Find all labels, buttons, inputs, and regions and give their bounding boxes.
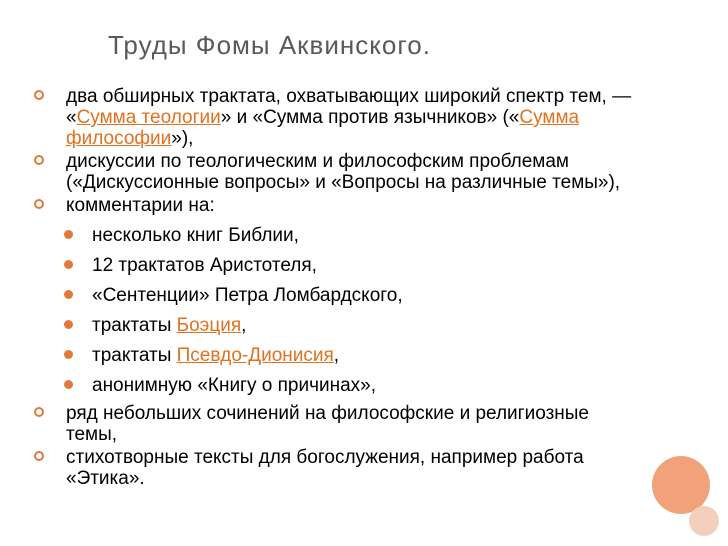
ring-bullet-icon [34,199,44,209]
item-text: 12 трактатов Аристотеля, [92,255,317,276]
ring-bullet-icon [34,451,44,461]
item-text: анонимную «Книгу о причинах», [92,375,376,396]
item-text: ряд небольших сочинений на философские и религиозные темы, [66,403,589,445]
list-item [32,195,632,216]
item-text: стихотворные тексты для богослужения, например работа «Этика». [66,447,584,489]
text-link[interactable]: Сумма теологии [76,107,221,128]
slide-title: Труды Фомы Аквинского. [108,30,431,60]
dot-bullet-icon [64,380,73,389]
item-text: трактаты [92,345,177,366]
item-text: трактаты [92,315,177,336]
bullet-list [32,86,632,491]
item-text: комментарии на: [66,195,215,216]
text-link[interactable]: Псевдо-Дионисия [176,345,334,366]
list-item [32,403,632,445]
sub-list-item [32,225,632,246]
text-link[interactable]: Боэция [176,315,242,336]
item-text: »), [171,128,194,149]
item-text: несколько книг Библии, [92,225,299,246]
dot-bullet-icon [64,320,73,329]
item-text: «Сентенции» Петра Ломбардского, [92,285,403,306]
item-text: » и «Сумма против язычников» (« [220,107,520,128]
item-text: дискуссии по теологическим и философским проблемам («Дискуссионные вопросы» и «Вопросы на различные темы»), [66,151,621,193]
sub-list-item [32,255,632,276]
dot-bullet-icon [64,350,73,359]
decorative-circle-small [689,506,719,536]
list-item [32,447,632,489]
text-link[interactable]: Сумма философии [66,107,580,149]
list-item [32,86,632,149]
dot-bullet-icon [64,230,73,239]
item-text: два обширных трактата, охватывающих широкий спектр тем, — « [66,86,632,128]
ring-bullet-icon [34,155,44,165]
item-text: , [333,345,340,366]
item-text: , [241,315,247,336]
list-item [32,151,632,193]
dot-bullet-icon [64,260,73,269]
sub-list-item [32,285,632,306]
sub-list-item [32,315,632,336]
ring-bullet-icon [34,90,44,100]
sub-list-item [32,375,632,396]
ring-bullet-icon [34,407,44,417]
sub-list-item [32,345,632,366]
dot-bullet-icon [64,290,73,299]
